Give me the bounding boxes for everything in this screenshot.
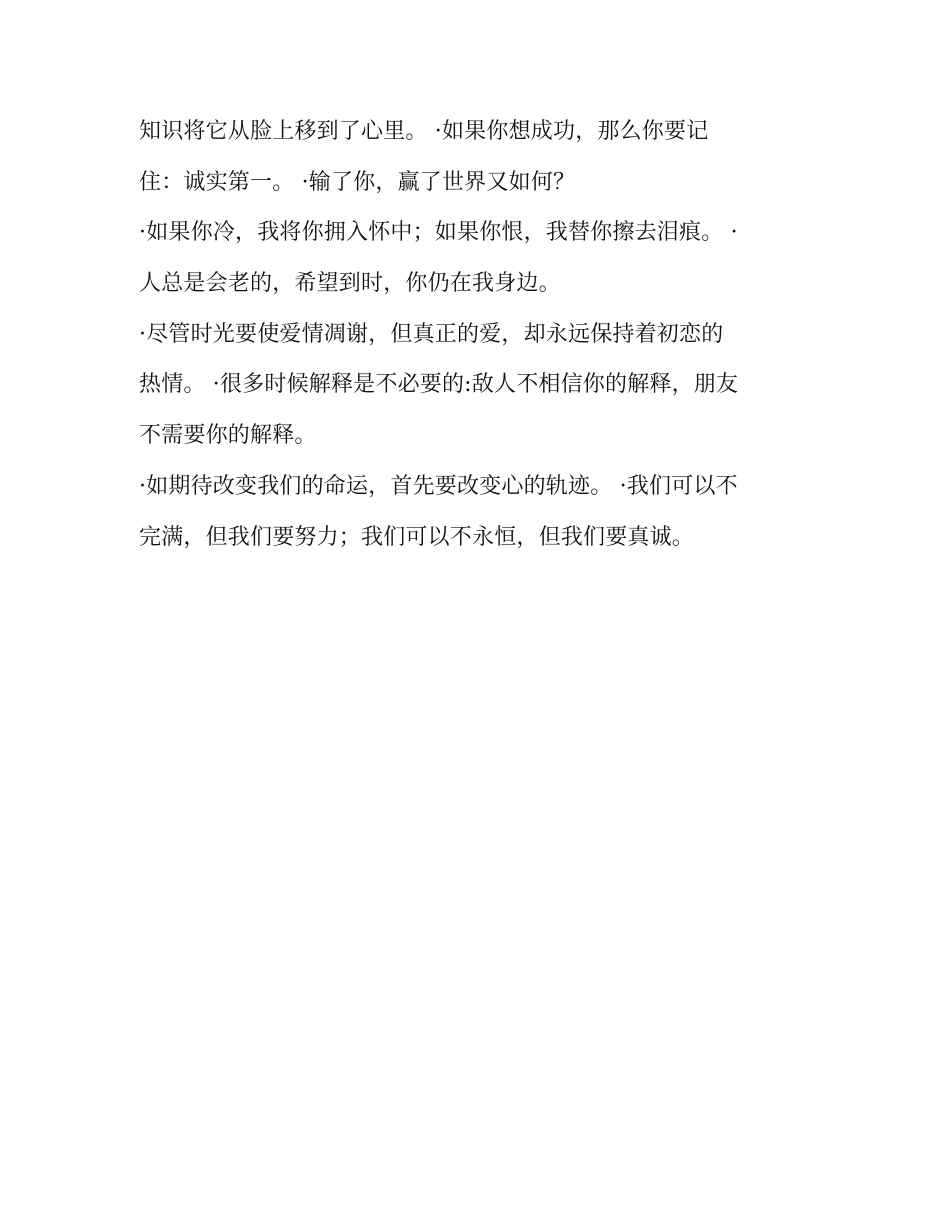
text-line: ·如果你冷，我将你拥入怀中；如果你恨，我替你擦去泪痕。 ·: [139, 220, 738, 246]
body-text: [139, 107, 819, 563]
text-line: ·尽管时光要使爱情凋谢，但真正的爱，却永远保持着初恋的: [139, 321, 724, 347]
text-line: 完满，但我们要努力；我们可以不永恒，但我们要真诚。: [139, 524, 695, 550]
text-line: ·如期待改变我们的命运，首先要改变心的轨迹。 ·我们可以不: [139, 473, 738, 499]
text-line: 人总是会老的，希望到时，你仍在我身边。: [139, 271, 561, 297]
text-line: 知识将它从脸上移到了心里。 ·如果你想成功，那么你要记: [139, 119, 709, 144]
text-line: 住：诚实第一。 ·输了你，赢了世界又如何？: [139, 169, 576, 195]
text-line: 热情。 ·很多时候解释是不必要的:敌人不相信你的解释，朋友: [139, 372, 739, 398]
text-line: 不需要你的解释。: [139, 423, 317, 449]
